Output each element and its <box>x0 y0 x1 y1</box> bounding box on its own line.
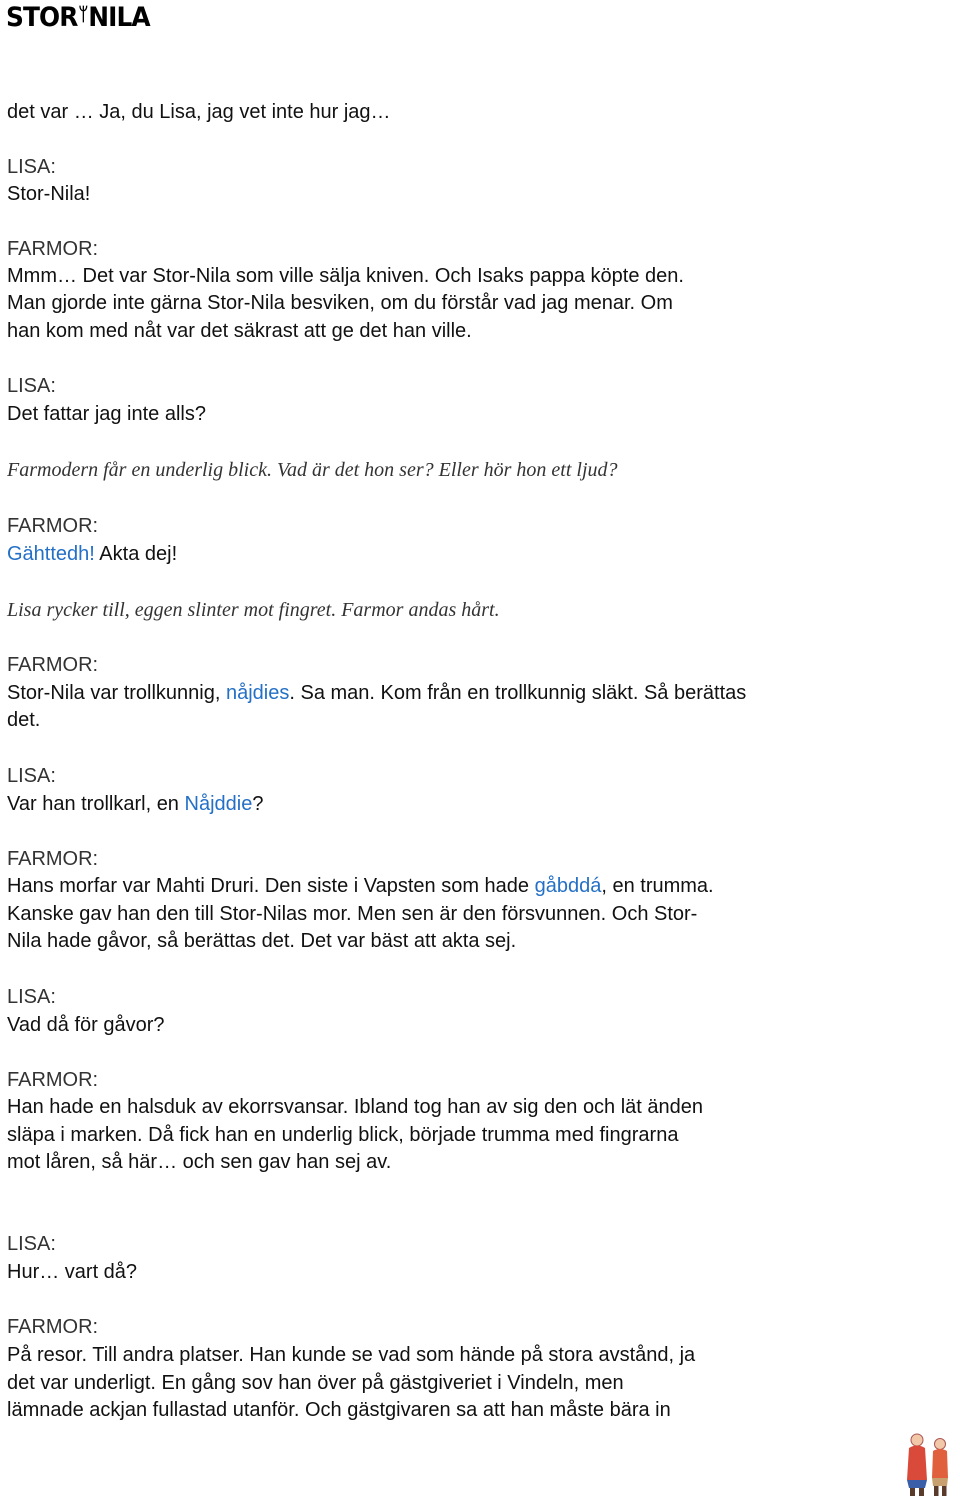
speaker-label: LISA: <box>7 1233 56 1255</box>
speaker-label: LISA: <box>7 986 56 1008</box>
stage-direction: Lisa rycker till, eggen slinter mot fingret. Farmor andas hårt. <box>7 599 500 621</box>
dialogue-line <box>7 791 907 819</box>
dialogue-text: ? <box>252 793 264 815</box>
dialogue-line <box>7 1012 907 1040</box>
dialogue-text: . Sa man. Kom från en trollkunnig släkt. Så berättas <box>289 682 747 704</box>
speaker-label: FARMOR: <box>7 1316 99 1338</box>
dialogue-text: Nila hade gåvor, så berättas det. Det var bäst att akta sej. <box>7 930 517 952</box>
dialogue-line <box>7 1094 907 1122</box>
dialogue-line <box>7 680 907 708</box>
dialogue-text: På resor. Till andra platser. Han kunde se vad som hände på stora avstånd, ja <box>7 1344 696 1366</box>
speaker-label: FARMOR: <box>7 654 99 676</box>
sami-term: Gähttedh! <box>7 543 95 565</box>
dialogue-text: Stor-Nila! <box>7 183 91 205</box>
speaker-label: LISA: <box>7 156 56 178</box>
stage-direction: Farmodern får en underlig blick. Vad är det hon ser? Eller hör hon ett ljud? <box>7 459 618 481</box>
dialogue-text: , en trumma. <box>601 875 714 897</box>
dialogue-line <box>7 290 907 318</box>
dialogue-line <box>7 1397 907 1425</box>
dialogue-line <box>7 1259 907 1287</box>
speaker-label: LISA: <box>7 375 56 397</box>
dialogue-text: Hur… vart då? <box>7 1261 138 1283</box>
dialogue-text: det var underligt. En gång sov han över på gästgiveriet i Vindeln, men <box>7 1372 624 1394</box>
dialogue-line <box>7 318 907 346</box>
speaker-label: FARMOR: <box>7 848 99 870</box>
dialogue-text: det. <box>7 709 41 731</box>
speaker-label: FARMOR: <box>7 1069 99 1091</box>
stor-nila-logo: $STOR^ᛘNILA$ <box>6 2 150 33</box>
dialogue-text: Stor-Nila var trollkunnig, <box>7 682 226 704</box>
dialogue-line <box>7 901 907 929</box>
dialogue-line <box>7 1342 907 1370</box>
farmor-and-lisa-illustration-icon <box>900 1430 956 1498</box>
dialogue-text: Var han trollkarl, en <box>7 793 185 815</box>
sami-term: Nåjddie <box>184 793 253 815</box>
dialogue-text: Han hade en halsduk av ekorrsvansar. Ibland tog han av sig den och lät änden <box>7 1096 704 1118</box>
dialogue-line <box>7 541 907 569</box>
dialogue-text: Vad då för gåvor? <box>7 1014 165 1036</box>
dialogue-text: mot låren, så här… och sen gav han sej av. <box>7 1151 392 1173</box>
dialogue-text: han kom med nåt var det säkrast att ge det han ville. <box>7 320 472 342</box>
antler-icon: ᛘ <box>78 4 88 25</box>
dialogue-text: Kanske gav han den till Stor-Nilas mor. Men sen är den försvunnen. Och Stor- <box>7 903 698 925</box>
sami-term: nåjdies <box>225 682 290 704</box>
dialogue-line <box>7 1122 907 1150</box>
dialogue-text: släpa i marken. Då fick han en underlig blick, började trumma med fingrarna <box>7 1124 679 1146</box>
dialogue-text: Det fattar jag inte alls? <box>7 403 206 425</box>
dialogue-line <box>7 873 907 901</box>
dialogue-line <box>7 1370 907 1398</box>
dialogue-line <box>7 1149 907 1177</box>
dialogue-line <box>7 263 907 291</box>
dialogue-text: det var … Ja, du Lisa, jag vet inte hur jag… <box>7 101 391 123</box>
speaker-label: LISA: <box>7 765 56 787</box>
dialogue-text: Mmm… Det var Stor-Nila som ville sälja kniven. Och Isaks pappa köpte den. <box>7 265 684 287</box>
sami-term: gåbddá <box>534 875 602 897</box>
dialogue-text: Akta dej! <box>94 543 178 565</box>
dialogue-text: lämnade ackjan fullastad utanför. Och gästgivaren sa att han måste bära in <box>7 1399 671 1421</box>
dialogue-line <box>7 401 907 429</box>
speaker-label: FARMOR: <box>7 238 99 260</box>
dialogue-text: Hans morfar var Mahti Druri. Den siste i Vapsten som hade <box>7 875 535 897</box>
dialogue-text: Man gjorde inte gärna Stor-Nila besviken, om du förstår vad jag menar. Om <box>7 292 673 314</box>
dialogue-line <box>7 707 907 735</box>
speaker-label: FARMOR: <box>7 515 99 537</box>
dialogue-line <box>7 181 907 209</box>
dialogue-line <box>7 99 907 127</box>
dialogue-line <box>7 928 907 956</box>
